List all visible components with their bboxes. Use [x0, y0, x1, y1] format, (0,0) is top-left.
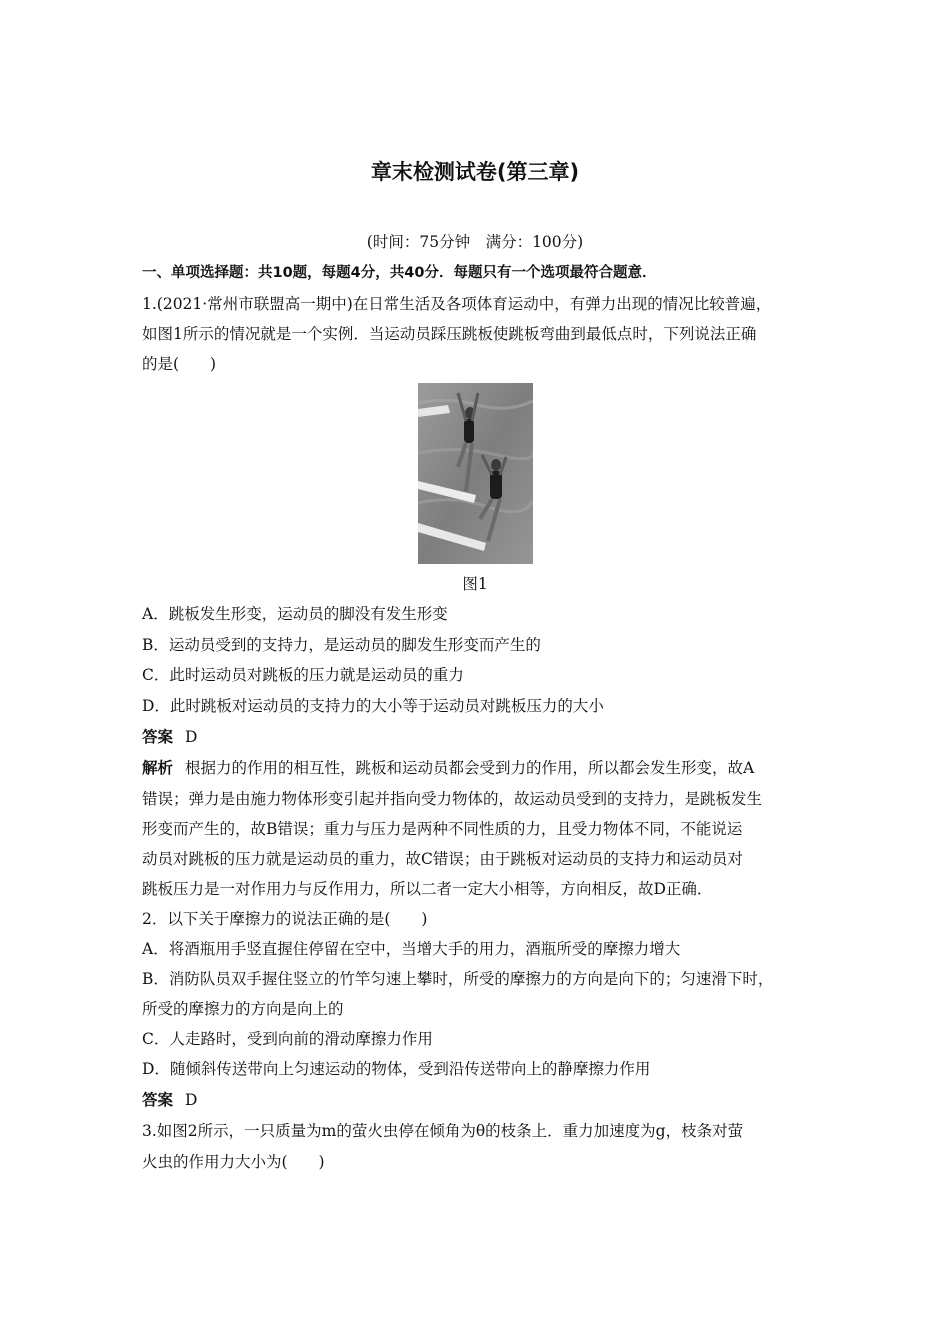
answer-value: D: [185, 1091, 198, 1109]
answer-label: 答案: [142, 1091, 174, 1109]
analysis-label: 解析: [142, 759, 174, 777]
q2-option-b-cont: 所受的摩擦力的方向是向上的: [142, 1000, 344, 1018]
q1-stem-line-1: 1.(2021·常州市联盟高一期中)在日常生活及各项体育运动中，有弹力出现的情况比较普遍，: [142, 295, 772, 313]
figure-caption: 图1: [462, 575, 488, 593]
q2-option-b: B．消防队员双手握住竖立的竹竿匀速上攀时，所受的摩擦力的方向是向下的；匀速滑下时，: [142, 970, 774, 988]
exam-info: (时间：75分钟 满分：100分): [366, 233, 584, 251]
section-heading: 一、单项选择题：共10题，每题4分，共40分．每题只有一个选项最符合题意．: [142, 265, 657, 281]
q3-stem-line-2: 火虫的作用力大小为( ): [142, 1153, 325, 1171]
q1-option-b: B．运动员受到的支持力，是运动员的脚发生形变而产生的: [142, 636, 541, 654]
diving-photo-icon: [418, 383, 533, 564]
q1-stem-line-3: 的是( ): [142, 355, 217, 373]
q1-analysis-line-3: 形变而产生的，故B错误；重力与压力是两种不同性质的力，且受力物体不同，不能说运: [142, 820, 743, 838]
answer-label: 答案: [142, 728, 174, 746]
q2-answer: [142, 1090, 197, 1110]
q1-option-a: A．跳板发生形变，运动员的脚没有发生形变: [142, 605, 448, 623]
q2-stem: 2．以下关于摩擦力的说法正确的是( ): [142, 910, 428, 928]
q1-analysis-line-1: [142, 758, 754, 778]
q1-analysis-line-2: 错误；弹力是由施力物体形变引起并指向受力物体的，故运动员受到的支持力，是跳板发生: [142, 790, 763, 808]
page-title: 章末检测试卷(第三章): [370, 160, 580, 184]
q1-analysis-line-4: 动员对跳板的压力就是运动员的重力，故C错误；由于跳板对运动员的支持力和运动员对: [142, 850, 743, 868]
q1-analysis-line-5: 跳板压力是一对作用力与反作用力，所以二者一定大小相等，方向相反，故D正确．: [142, 880, 713, 898]
answer-value: D: [185, 728, 198, 746]
q2-option-d: D．随倾斜传送带向上匀速运动的物体，受到沿传送带向上的静摩擦力作用: [142, 1060, 651, 1078]
analysis-text: 根据力的作用的相互性，跳板和运动员都会受到力的作用，所以都会发生形变，故A: [185, 759, 755, 777]
q1-option-d: D．此时跳板对运动员的支持力的大小等于运动员对跳板压力的大小: [142, 697, 604, 715]
diving-photo: [418, 383, 533, 564]
q1-answer: [142, 727, 197, 747]
q3-stem-line-1: 3.如图2所示，一只质量为m的萤火虫停在倾角为θ的枝条上．重力加速度为g，枝条对萤: [142, 1122, 744, 1140]
q2-option-a: A．将酒瓶用手竖直握住停留在空中，当增大手的用力，酒瓶所受的摩擦力增大: [142, 940, 681, 958]
q2-option-c: C．人走路时，受到向前的滑动摩擦力作用: [142, 1030, 433, 1048]
q1-option-c: C．此时运动员对跳板的压力就是运动员的重力: [142, 666, 464, 684]
q1-stem-line-2: 如图1所示的情况就是一个实例．当运动员踩压跳板使跳板弯曲到最低点时，下列说法正确: [142, 325, 757, 343]
